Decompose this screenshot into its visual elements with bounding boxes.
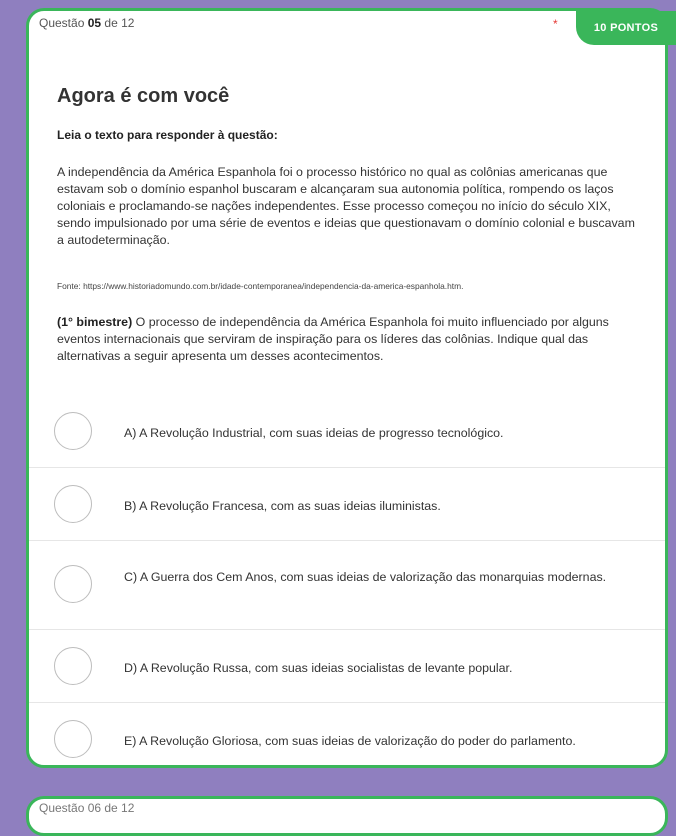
answer-options <box>29 396 665 773</box>
question-counter <box>39 16 134 30</box>
answer-option-label: A) A Revolução Industrial, com suas ideias de progresso tecnológico. <box>124 426 504 440</box>
question-instruction: Leia o texto para responder à questão: <box>57 128 278 142</box>
question-counter-suffix: de 12 <box>104 16 135 30</box>
answer-option-d[interactable] <box>29 630 665 703</box>
question-period: (1° bimestre) <box>57 315 133 329</box>
answer-option-label: E) A Revolução Gloriosa, com suas ideias de valorização do poder do parlamento. <box>124 734 576 748</box>
radio-circle-icon[interactable] <box>54 485 92 523</box>
reading-passage: A independência da América Espanhola foi o processo histórico no qual as colônias americanas que estavam sob o domínio espanhol buscaram e alcançaram sua autonomia política, rompendo os laços coloniais e proclamando-se nações independentes. Esse processo começou no início do século XIX, sendo impulsionado por uma série de eventos e ideias que questionavam o domínio colonial e buscavam a autodeterminação. <box>57 165 635 247</box>
answer-option-b[interactable] <box>29 468 665 541</box>
question-number: 05 <box>87 16 102 30</box>
radio-circle-icon[interactable] <box>54 720 92 758</box>
answer-option-a[interactable] <box>29 396 665 468</box>
question-counter-prefix: Questão <box>39 16 85 30</box>
question-card <box>26 8 668 768</box>
radio-circle-icon[interactable] <box>54 565 92 603</box>
required-asterisk: * <box>553 17 558 31</box>
points-badge: 10 PONTOS <box>576 11 676 45</box>
answer-option-e[interactable] <box>29 703 665 773</box>
source-citation: Fonte: https://www.historiadomundo.com.br/idade-contemporanea/independencia-da-america-espanhola.htm. <box>57 281 464 291</box>
question-title: Agora é com você <box>57 85 230 107</box>
answer-option-label: C) A Guerra dos Cem Anos, com suas ideias de valorização das monarquias modernas. <box>124 570 607 584</box>
next-question-counter: Questão 06 de 12 <box>39 801 135 815</box>
radio-circle-icon[interactable] <box>54 412 92 450</box>
radio-circle-icon[interactable] <box>54 647 92 685</box>
next-question-card <box>26 796 668 836</box>
answer-option-c[interactable] <box>29 541 665 630</box>
question-prompt-text: O processo de independência da América Espanhola foi muito influenciado por alguns eventos internacionais que serviram de inspiração para os líderes das colônias. Indique qual das alternativas a seguir apresenta um desses acontecimentos. <box>57 315 609 363</box>
question-prompt <box>57 314 647 365</box>
answer-option-label: B) A Revolução Francesa, com as suas ideias iluministas. <box>124 499 441 513</box>
answer-option-label: D) A Revolução Russa, com suas ideias socialistas de levante popular. <box>124 661 513 675</box>
